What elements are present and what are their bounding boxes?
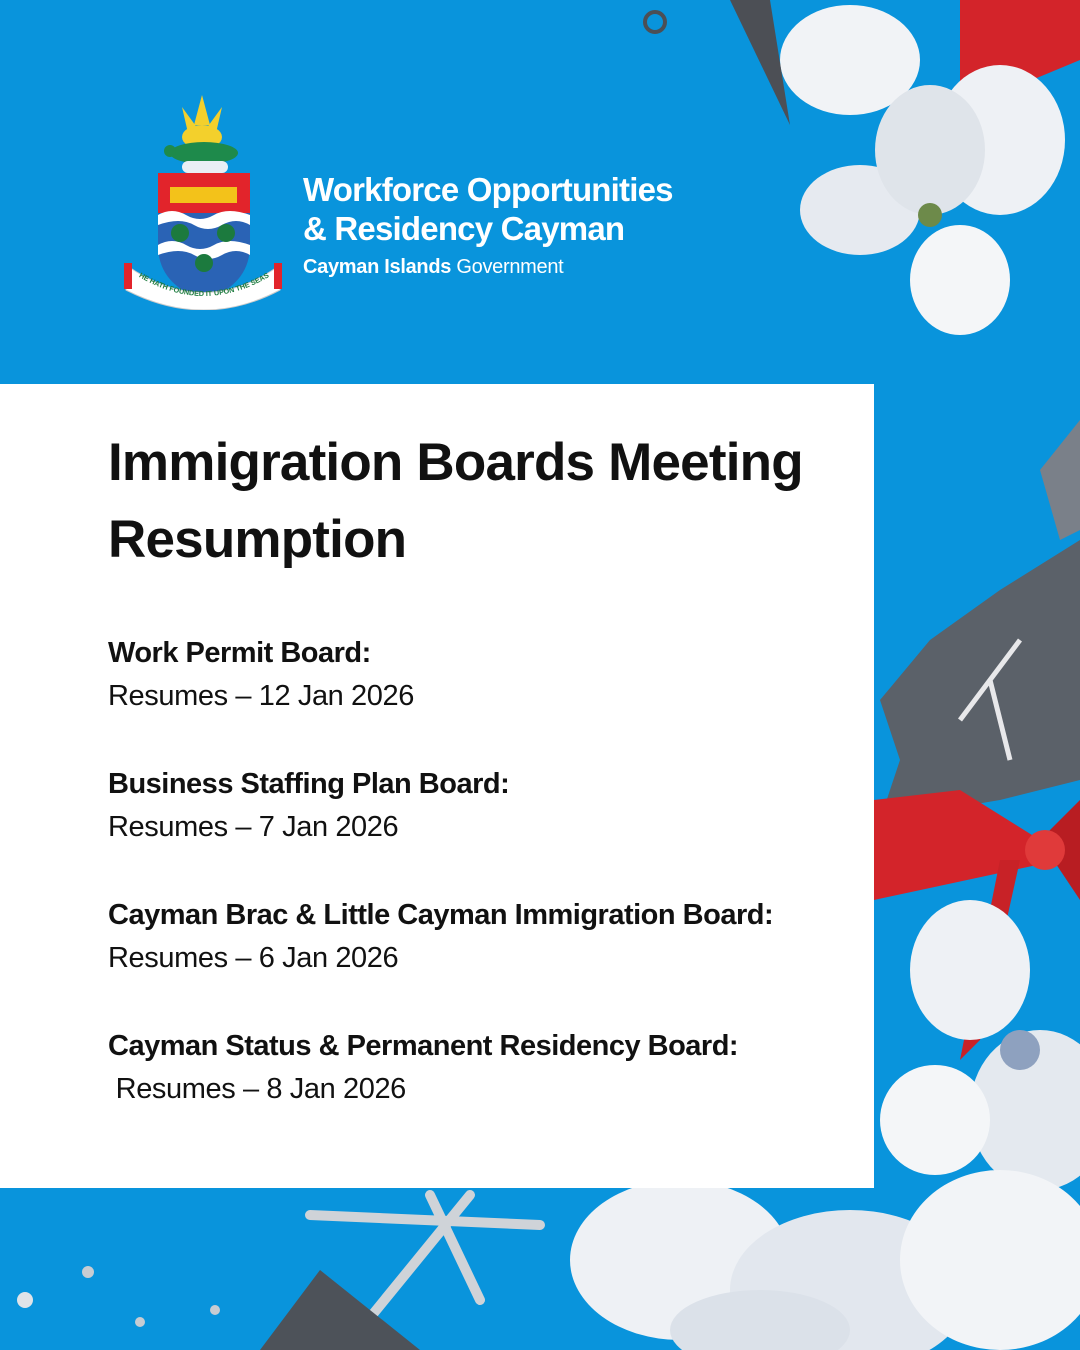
announcement-card: [0, 384, 874, 1188]
org-name-line1: Workforce Opportunities: [303, 171, 673, 208]
board-name: Business Staffing Plan Board:: [108, 768, 510, 800]
gov-regular: Government: [456, 256, 564, 278]
board-name: Cayman Status & Permanent Residency Board:: [108, 1030, 739, 1062]
white-flower-bottom-icon: [570, 1170, 1080, 1350]
page-title: Immigration Boards Meeting Resumption: [108, 433, 803, 569]
board-item: [108, 894, 773, 980]
board-name: Cayman Brac & Little Cayman Immigration Board:: [108, 899, 774, 931]
holly-leaf-icon: [880, 540, 1080, 820]
crest-motto-text: HE HATH FOUNDED IT UPON THE SEAS: [137, 270, 271, 299]
gov-bold: Cayman Islands: [303, 256, 452, 278]
board-resume-date: Resumes – 6 Jan 2026: [108, 942, 399, 974]
board-name: Work Permit Board:: [108, 637, 371, 669]
board-item: [108, 763, 509, 849]
board-item: [108, 632, 414, 718]
board-resume-date: Resumes – 12 Jan 2026: [108, 680, 414, 712]
board-resume-date: Resumes – 8 Jan 2026: [108, 1073, 406, 1105]
organization-name: [303, 170, 673, 279]
org-name-line2: & Residency Cayman: [303, 210, 625, 247]
board-item: [108, 1025, 738, 1111]
board-resume-date: Resumes – 7 Jan 2026: [108, 811, 399, 843]
white-flower-top-icon: [730, 0, 1080, 335]
government-label: [303, 256, 673, 279]
cayman-coat-of-arms-logo: [122, 95, 284, 310]
